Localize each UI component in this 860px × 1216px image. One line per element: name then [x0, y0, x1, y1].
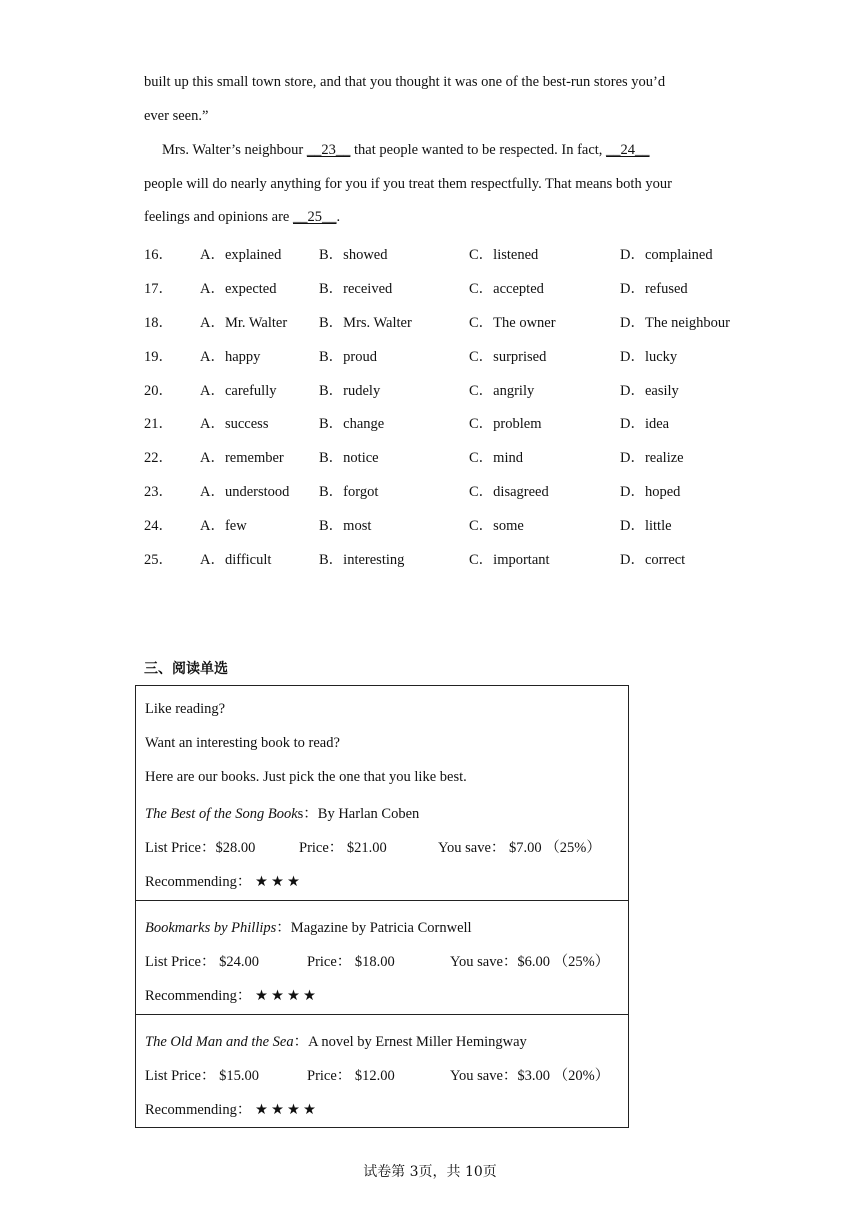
- question-number: 24．: [144, 518, 173, 534]
- question-number: 21．: [144, 416, 173, 432]
- passage-text: that people wanted to be respected. In fact,: [350, 142, 607, 158]
- option-c: C．accepted: [469, 281, 544, 297]
- option-b: B．change: [319, 416, 385, 432]
- option-a: A．few: [200, 518, 247, 534]
- option-d: D．little: [620, 518, 672, 534]
- question-number: 16．: [144, 247, 173, 263]
- passage-text: Mrs. Walter’s neighbour: [162, 142, 307, 158]
- intro-line: Like reading?: [145, 701, 226, 717]
- option-b: B．showed: [319, 247, 388, 263]
- question-number: 19．: [144, 349, 173, 365]
- list-price: List Price：$28.00: [145, 840, 256, 856]
- option-a: A．explained: [200, 247, 282, 263]
- book-title: The Best of the Song Book: [145, 806, 298, 822]
- you-save: You save：$6.00 （25%）: [450, 954, 610, 970]
- question-row: [144, 379, 744, 399]
- book-cell: [136, 900, 628, 1014]
- option-c: C．mind: [469, 450, 523, 466]
- option-b: B．notice: [319, 450, 379, 466]
- recommending-label: Recommending：: [145, 1102, 252, 1118]
- book-author: s：By Harlan Coben: [297, 806, 420, 822]
- star-rating: ★★★★: [254, 1102, 319, 1118]
- option-d: D．correct: [620, 552, 686, 568]
- price: Price： $12.00: [307, 1068, 395, 1084]
- price-line: [145, 1064, 625, 1084]
- option-b: B．interesting: [319, 552, 405, 568]
- option-c: C．surprised: [469, 349, 547, 365]
- question-row: [144, 311, 744, 331]
- question-row: [144, 345, 744, 365]
- book-cell-intro: [136, 686, 628, 900]
- list-price: List Price： $15.00: [145, 1068, 259, 1084]
- passage-text: feelings and opinions are: [144, 209, 293, 225]
- passage-text: .: [336, 209, 341, 225]
- option-d: D．The neighbour: [620, 315, 730, 331]
- recommending-line: [145, 870, 303, 891]
- option-a: A．difficult: [200, 552, 272, 568]
- option-d: D．realize: [620, 450, 684, 466]
- list-price: List Price： $24.00: [145, 954, 259, 970]
- passage-line: ever seen.”: [144, 108, 209, 124]
- book-table: [135, 685, 629, 1128]
- star-rating: ★★★: [254, 874, 303, 890]
- you-save: You save： $7.00 （25%）: [438, 840, 601, 856]
- page-footer: [0, 1161, 860, 1181]
- option-a: A．Mr. Walter: [200, 315, 288, 331]
- price-line: [145, 836, 625, 856]
- option-d: D．lucky: [620, 349, 678, 365]
- recommending-line: [145, 984, 319, 1005]
- book-title-line: [145, 1030, 527, 1051]
- book-title: Bookmarks by Phillips: [145, 920, 277, 936]
- passage-line: built up this small town store, and that you thought it was one of the best-run stores you’d: [144, 74, 666, 90]
- section-title: 三、阅读单选: [144, 661, 228, 677]
- option-a: A．expected: [200, 281, 277, 297]
- recommending-line: [145, 1098, 319, 1119]
- question-number: 17．: [144, 281, 173, 297]
- question-row: [144, 243, 744, 263]
- option-c: C．angrily: [469, 383, 535, 399]
- question-number: 20．: [144, 383, 173, 399]
- question-number: 23．: [144, 484, 173, 500]
- star-rating: ★★★★: [254, 988, 319, 1004]
- question-number: 22．: [144, 450, 173, 466]
- option-a: A．remember: [200, 450, 284, 466]
- option-c: C．some: [469, 518, 524, 534]
- question-row: [144, 277, 744, 297]
- question-row: [144, 446, 744, 466]
- page-number: 试卷第 3页，共 10页: [363, 1164, 497, 1180]
- you-save: You save：$3.00 （20%）: [450, 1068, 610, 1084]
- intro-line: Want an interesting book to read?: [145, 735, 340, 751]
- book-cell: [136, 1014, 628, 1127]
- question-number: 18．: [144, 315, 173, 331]
- blank-24: __24__: [606, 142, 650, 158]
- passage-line: [162, 142, 650, 159]
- question-row: [144, 412, 744, 432]
- question-row: [144, 548, 744, 568]
- blank-23: __23__: [306, 142, 351, 158]
- option-d: D．idea: [620, 416, 670, 432]
- option-b: B．proud: [319, 349, 377, 365]
- option-b: B．rudely: [319, 383, 381, 399]
- option-b: B．received: [319, 281, 393, 297]
- option-c: C．important: [469, 552, 550, 568]
- recommending-label: Recommending：: [145, 874, 252, 890]
- question-row: [144, 514, 744, 534]
- option-c: C．problem: [469, 416, 542, 432]
- price: Price： $18.00: [307, 954, 395, 970]
- book-author: ：A novel by Ernest Miller Hemingway: [293, 1034, 527, 1050]
- price-line: [145, 950, 625, 970]
- option-a: A．carefully: [200, 383, 277, 399]
- intro-line: Here are our books. Just pick the one that you like best.: [145, 769, 467, 785]
- option-a: A．understood: [200, 484, 290, 500]
- option-a: A．success: [200, 416, 269, 432]
- question-number: 25．: [144, 552, 173, 568]
- question-row: [144, 480, 744, 500]
- option-d: D．complained: [620, 247, 713, 263]
- book-title: The Old Man and the Sea: [145, 1034, 294, 1050]
- passage-line: [144, 209, 340, 226]
- option-b: B．forgot: [319, 484, 379, 500]
- option-d: D．refused: [620, 281, 688, 297]
- option-d: D．easily: [620, 383, 679, 399]
- blank-25: __25__: [293, 209, 337, 225]
- option-b: B．Mrs. Walter: [319, 315, 412, 331]
- book-title-line: [145, 916, 472, 937]
- option-c: C．The owner: [469, 315, 556, 331]
- price: Price： $21.00: [299, 840, 387, 856]
- recommending-label: Recommending：: [145, 988, 252, 1004]
- passage-line: people will do nearly anything for you if you treat them respectfully. That means both your: [144, 176, 672, 192]
- book-title-line: [145, 802, 419, 823]
- option-c: C．listened: [469, 247, 539, 263]
- option-a: A．happy: [200, 349, 261, 365]
- option-b: B．most: [319, 518, 372, 534]
- book-author: ：Magazine by Patricia Cornwell: [276, 920, 472, 936]
- option-c: C．disagreed: [469, 484, 549, 500]
- option-d: D．hoped: [620, 484, 681, 500]
